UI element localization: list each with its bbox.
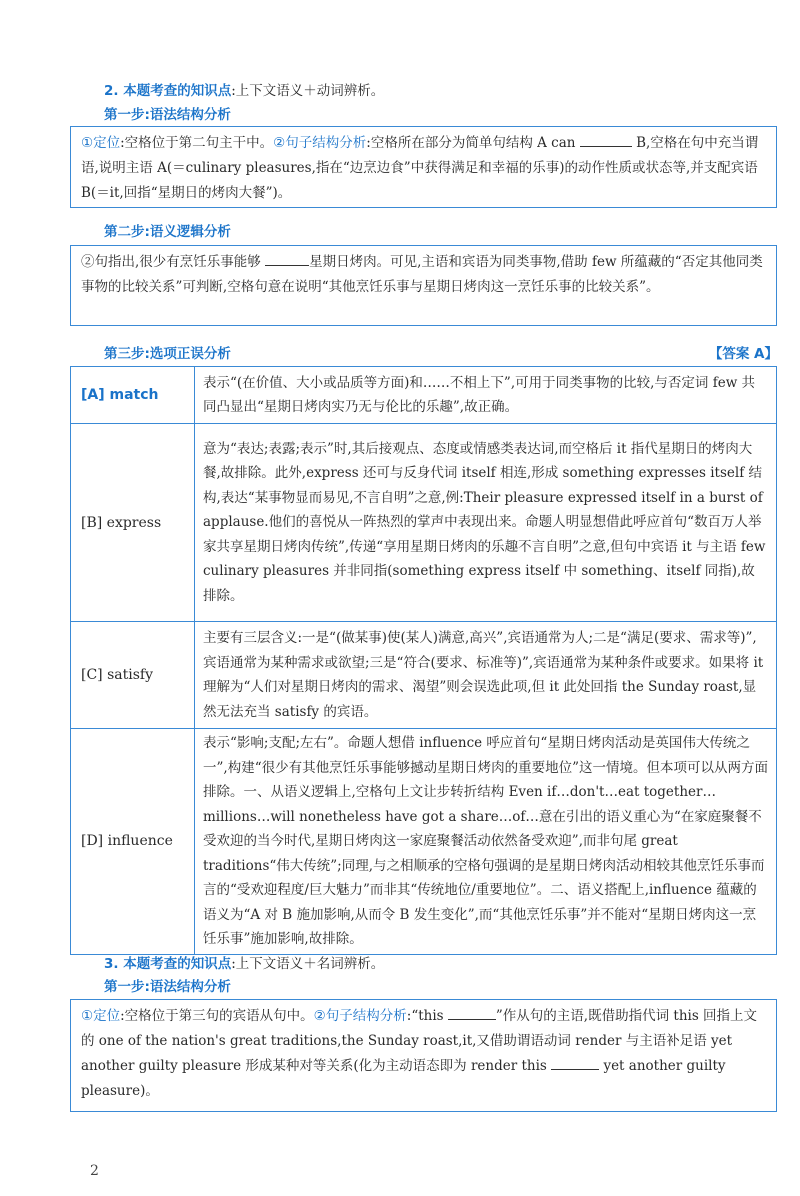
option-d-text: 表示“影响;支配;左右”。命题人想借 influence 呼应首句“星期日烤肉活动是英国伟大传统之一”,构建“很少有其他烹饪乐事能够撼动星期日烤肉的重要地位”这一情境。但本项可以从两方面排除。一、从语义逻辑上,空格句上文让步转折结构 Even if…don't…eat together…millions…will nonetheless have got a share…of…意在引出的语义重心为“在家庭聚餐不受欢迎的当今时代,星期日烤肉这一家庭聚餐活动依然备受欢迎”,而非句尾 great traditions“伟大传统”;同理,与之相顺承的空格句强调的是星期日烤肉活动相较其他烹饪乐事而言的“受欢迎程度/巨大魅力”而非其“传统地位/重要地位”。二、语义搭配上,influence 蕴藏的语义为“A 对 B 施加影响,从而令 B 发生变化”,而“其他烹饪乐事”并不能对“星期日烤肉这一烹饪乐事”施加影响,故排除。	[195, 729, 777, 955]
step-3-heading: 第三步:选项正误分析	[104, 346, 231, 362]
answer-blank	[448, 1019, 496, 1020]
section-3-title-label: 3. 本题考查的知识点	[104, 956, 232, 972]
option-row-d	[71, 729, 777, 955]
structure-text: :空格所在部分为简单句结构 A can	[366, 135, 576, 151]
s3-structure-text-cont: ”作从句的主语,既借助指代词 this 回指上文的 one of the nation's great traditions,the Sunday roast,it,又借助谓语动词 render 与主语补足语 yet another guilty pleasure 形成某种对等关系(化为主动语态即为 render this	[81, 1008, 758, 1074]
structure-text-cont: B,空格在句中充当谓语,说明主语 A(＝culinary pleasures,指在“边烹边食”中获得满足和幸福的乐事)的动作性质或状态等,并支配宾语 B(＝it,回指“星期日的烤肉大餐”)。	[81, 135, 759, 201]
semantic-text: ②句指出,很少有烹饪乐事能够	[81, 254, 261, 270]
section-3-title-text: :上下文语义＋名词辨析。	[231, 956, 385, 972]
option-a-label: [A] match	[71, 367, 195, 424]
step-1-heading: 第一步:语法结构分析	[104, 107, 231, 123]
s3-structure-text-end: yet another guilty pleasure)。	[81, 1058, 726, 1099]
option-b-text: 意为“表达;表露;表示”时,其后接观点、态度或情感类表达词,而空格后 it 指代星期日的烤肉大餐,故排除。此外,express 还可与反身代词 itself 相连,形成 something expresses itself 结构,表达“某事物显而易见,不言自明”之意,例:Their pleasure expressed itself in a burst of applause.他们的喜悦从一阵热烈的掌声中表现出来。命题人明显想借此呼应首句“数百万人举家共享星期日烤肉传统”,传递“享用星期日烤肉的乐趣不言自明”之意,但句中宾语 it 与主语 few culinary pleasures 并非同指(something express itself 中 something、itself 同指),故排除。	[195, 424, 777, 622]
option-row-c	[71, 622, 777, 729]
step-2-heading: 第二步:语义逻辑分析	[104, 224, 231, 240]
semantic-text-cont: 星期日烤肉。可见,主语和宾语为同类事物,借助 few 所蕴藏的“否定其他同类事物的比较关系”可判断,空格句意在说明“其他烹饪乐事与星期日烤肉这一烹饪乐事的比较关系”。	[81, 254, 763, 295]
option-a-text: 表示“(在价值、大小或品质等方面)和……不相上下”,可用于同类事物的比较,与否定词 few 共同凸显出“星期日烤肉实乃无与伦比的乐趣”,故正确。	[195, 367, 777, 424]
answer-blank	[551, 1069, 599, 1070]
grammar-analysis-box	[70, 126, 777, 208]
section-2-title-label: 2. 本题考查的知识点	[104, 83, 232, 99]
option-c-text: 主要有三层含义:一是“(做某事)使(某人)满意,高兴”,宾语通常为人;二是“满足(要求、需求等)”,宾语通常为某种需求或欲望;三是“符合(要求、标准等)”,宾语通常为某种条件或要求。如果将 it 理解为“人们对星期日烤肉的需求、渴望”则会误选此项,但 it 此处回指 the Sunday roast,显然无法充当 satisfy 的宾语。	[195, 622, 777, 729]
section-2-title	[104, 79, 384, 99]
s3-structure-marker: ②句子结构分析	[313, 1008, 407, 1024]
s3-locate-text: :空格位于第三句的宾语从句中。	[120, 1008, 314, 1024]
option-d-label: [D] influence	[71, 729, 195, 955]
options-table	[70, 366, 777, 955]
structure-marker: ②句子结构分析	[273, 135, 367, 151]
option-row-a	[71, 367, 777, 424]
s3-locate-marker: ①定位	[81, 1008, 121, 1024]
page-number: 2	[90, 1163, 99, 1179]
section-3-step-1-heading: 第一步:语法结构分析	[104, 979, 231, 995]
semantic-logic-box	[70, 245, 777, 326]
section-3-grammar-box	[70, 999, 777, 1112]
answer-blank	[265, 265, 309, 266]
option-row-b	[71, 424, 777, 622]
option-c-label: [C] satisfy	[71, 622, 195, 729]
section-3-title	[104, 952, 384, 972]
locate-text: :空格位于第二句主干中。	[120, 135, 274, 151]
section-2-title-text: :上下文语义＋动词辨析。	[231, 83, 385, 99]
s3-structure-text: :“this	[406, 1008, 444, 1024]
answer-blank	[580, 146, 632, 147]
locate-marker: ①定位	[81, 135, 121, 151]
answer-badge: 【答案 A】	[708, 346, 778, 362]
option-b-label: [B] express	[71, 424, 195, 622]
